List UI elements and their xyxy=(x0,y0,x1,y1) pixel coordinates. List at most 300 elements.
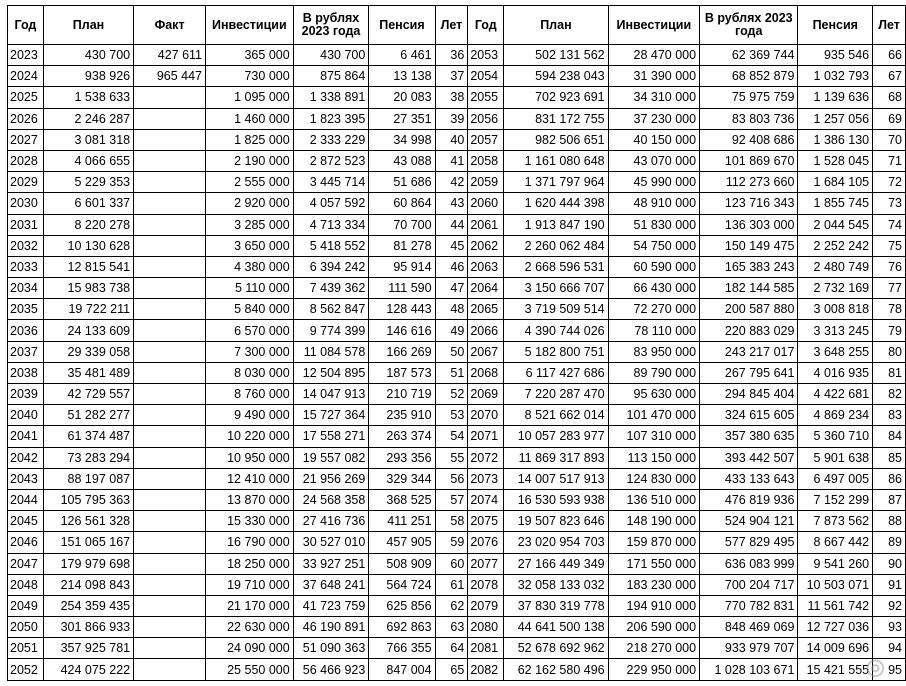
table-row xyxy=(8,341,906,362)
col-age: Лет xyxy=(435,6,468,45)
cell-plan: 24 133 609 xyxy=(43,320,133,341)
cell-year-2: 2082 xyxy=(468,659,504,680)
cell-age: 50 xyxy=(435,341,468,362)
table-row xyxy=(8,595,906,616)
cell-year: 2047 xyxy=(8,553,44,574)
cell-age-2: 87 xyxy=(873,489,906,510)
cell-age: 43 xyxy=(435,193,468,214)
cell-pension-2: 1 528 045 xyxy=(798,150,873,171)
cell-year-2: 2055 xyxy=(468,87,504,108)
cell-pension-2: 8 667 442 xyxy=(798,532,873,553)
cell-invest: 8 030 000 xyxy=(206,362,294,383)
cell-real-2: 393 442 507 xyxy=(700,447,798,468)
cell-real: 875 864 xyxy=(293,66,369,87)
cell-invest-2: 171 550 000 xyxy=(608,553,699,574)
col-age-2: Лет xyxy=(873,6,906,45)
cell-fact xyxy=(134,553,206,574)
cell-fact xyxy=(134,595,206,616)
cell-pension: 95 914 xyxy=(369,256,435,277)
cell-plan: 6 601 337 xyxy=(43,193,133,214)
cell-real-2: 83 803 736 xyxy=(700,108,798,129)
table-row xyxy=(8,278,906,299)
cell-real-2: 68 852 879 xyxy=(700,66,798,87)
cell-invest: 730 000 xyxy=(206,66,294,87)
cell-age: 42 xyxy=(435,172,468,193)
cell-invest: 15 330 000 xyxy=(206,511,294,532)
cell-real-2: 294 845 404 xyxy=(700,384,798,405)
table-row xyxy=(8,447,906,468)
pension-projection-table xyxy=(7,5,906,681)
cell-pension: 235 910 xyxy=(369,405,435,426)
cell-pension: 692 863 xyxy=(369,617,435,638)
cell-year-2: 2073 xyxy=(468,468,504,489)
cell-pension-2: 4 869 234 xyxy=(798,405,873,426)
cell-fact xyxy=(134,426,206,447)
cell-plan: 35 481 489 xyxy=(43,362,133,383)
cell-fact xyxy=(134,468,206,489)
cell-plan: 88 197 087 xyxy=(43,468,133,489)
cell-plan: 214 098 843 xyxy=(43,574,133,595)
cell-year-2: 2079 xyxy=(468,595,504,616)
cell-age: 37 xyxy=(435,66,468,87)
cell-age-2: 67 xyxy=(873,66,906,87)
cell-age-2: 70 xyxy=(873,129,906,150)
cell-plan: 19 722 211 xyxy=(43,299,133,320)
cell-fact xyxy=(134,362,206,383)
cell-fact xyxy=(134,447,206,468)
table-row xyxy=(8,150,906,171)
cell-year: 2040 xyxy=(8,405,44,426)
cell-invest-2: 60 590 000 xyxy=(608,256,699,277)
cell-invest: 24 090 000 xyxy=(206,638,294,659)
cell-invest-2: 28 470 000 xyxy=(608,45,699,66)
cell-year-2: 2053 xyxy=(468,45,504,66)
cell-fact xyxy=(134,574,206,595)
cell-age: 61 xyxy=(435,574,468,595)
col-plan: План xyxy=(43,6,133,45)
cell-year-2: 2071 xyxy=(468,426,504,447)
cell-invest-2: 95 630 000 xyxy=(608,384,699,405)
cell-plan: 151 065 167 xyxy=(43,532,133,553)
cell-invest: 6 570 000 xyxy=(206,320,294,341)
cell-invest: 2 555 000 xyxy=(206,172,294,193)
cell-year: 2045 xyxy=(8,511,44,532)
cell-pension: 263 374 xyxy=(369,426,435,447)
cell-age: 57 xyxy=(435,489,468,510)
cell-plan: 73 283 294 xyxy=(43,447,133,468)
cell-real: 430 700 xyxy=(293,45,369,66)
cell-pension-2: 3 648 255 xyxy=(798,341,873,362)
cell-invest: 5 840 000 xyxy=(206,299,294,320)
table-row xyxy=(8,66,906,87)
cell-pension: 111 590 xyxy=(369,278,435,299)
cell-pension-2: 3 008 818 xyxy=(798,299,873,320)
cell-real-2: 112 273 660 xyxy=(700,172,798,193)
cell-invest: 18 250 000 xyxy=(206,553,294,574)
cell-plan-2: 1 371 797 964 xyxy=(504,172,608,193)
cell-age: 47 xyxy=(435,278,468,299)
cell-year-2: 2054 xyxy=(468,66,504,87)
cell-age-2: 76 xyxy=(873,256,906,277)
cell-age-2: 81 xyxy=(873,362,906,383)
cell-year-2: 2056 xyxy=(468,108,504,129)
cell-plan-2: 16 530 593 938 xyxy=(504,489,608,510)
cell-age: 60 xyxy=(435,553,468,574)
cell-pension: 766 355 xyxy=(369,638,435,659)
cell-year-2: 2061 xyxy=(468,214,504,235)
table-row xyxy=(8,108,906,129)
table-row xyxy=(8,362,906,383)
cell-real: 8 562 847 xyxy=(293,299,369,320)
table-row xyxy=(8,235,906,256)
cell-plan: 51 282 277 xyxy=(43,405,133,426)
cell-plan-2: 3 719 509 514 xyxy=(504,299,608,320)
cell-pension-2: 1 032 793 xyxy=(798,66,873,87)
cell-invest-2: 89 790 000 xyxy=(608,362,699,383)
cell-year: 2042 xyxy=(8,447,44,468)
table-row xyxy=(8,129,906,150)
cell-plan: 1 538 633 xyxy=(43,87,133,108)
cell-real-2: 636 083 999 xyxy=(700,553,798,574)
cell-plan-2: 8 521 662 014 xyxy=(504,405,608,426)
cell-pension: 6 461 xyxy=(369,45,435,66)
cell-fact xyxy=(134,617,206,638)
cell-plan: 5 229 353 xyxy=(43,172,133,193)
cell-pension-2: 1 684 105 xyxy=(798,172,873,193)
cell-invest-2: 48 910 000 xyxy=(608,193,699,214)
cell-year: 2025 xyxy=(8,87,44,108)
cell-pension: 146 616 xyxy=(369,320,435,341)
cell-fact xyxy=(134,193,206,214)
cell-invest: 12 410 000 xyxy=(206,468,294,489)
cell-year: 2035 xyxy=(8,299,44,320)
table-row xyxy=(8,489,906,510)
cell-year: 2036 xyxy=(8,320,44,341)
cell-plan-2: 7 220 287 470 xyxy=(504,384,608,405)
cell-year: 2050 xyxy=(8,617,44,638)
cell-plan: 29 339 058 xyxy=(43,341,133,362)
cell-age: 56 xyxy=(435,468,468,489)
cell-real-2: 92 408 686 xyxy=(700,129,798,150)
cell-real: 4 057 592 xyxy=(293,193,369,214)
cell-pension-2: 14 009 696 xyxy=(798,638,873,659)
cell-year-2: 2081 xyxy=(468,638,504,659)
cell-invest-2: 101 470 000 xyxy=(608,405,699,426)
cell-real: 41 723 759 xyxy=(293,595,369,616)
cell-age-2: 69 xyxy=(873,108,906,129)
cell-age-2: 90 xyxy=(873,553,906,574)
cell-year-2: 2058 xyxy=(468,150,504,171)
table-row xyxy=(8,511,906,532)
cell-real-2: 200 587 880 xyxy=(700,299,798,320)
cell-year: 2043 xyxy=(8,468,44,489)
cell-invest-2: 66 430 000 xyxy=(608,278,699,299)
cell-year-2: 2075 xyxy=(468,511,504,532)
cell-fact xyxy=(134,150,206,171)
cell-plan: 4 066 655 xyxy=(43,150,133,171)
cell-age: 38 xyxy=(435,87,468,108)
cell-invest-2: 43 070 000 xyxy=(608,150,699,171)
cell-fact xyxy=(134,87,206,108)
cell-year: 2039 xyxy=(8,384,44,405)
col-invest: Инвестиции xyxy=(206,6,294,45)
cell-invest: 9 490 000 xyxy=(206,405,294,426)
table-row xyxy=(8,193,906,214)
cell-year: 2051 xyxy=(8,638,44,659)
cell-real: 12 504 895 xyxy=(293,362,369,383)
cell-pension: 51 686 xyxy=(369,172,435,193)
cell-plan-2: 10 057 283 977 xyxy=(504,426,608,447)
cell-pension-2: 9 541 260 xyxy=(798,553,873,574)
cell-age: 54 xyxy=(435,426,468,447)
cell-fact xyxy=(134,532,206,553)
cell-plan-2: 3 150 666 707 xyxy=(504,278,608,299)
cell-plan-2: 37 830 319 778 xyxy=(504,595,608,616)
cell-plan-2: 2 668 596 531 xyxy=(504,256,608,277)
cell-real-2: 123 716 343 xyxy=(700,193,798,214)
cell-real-2: 101 869 670 xyxy=(700,150,798,171)
cell-invest: 10 220 000 xyxy=(206,426,294,447)
cell-invest: 365 000 xyxy=(206,45,294,66)
cell-age-2: 85 xyxy=(873,447,906,468)
cell-real-2: 62 369 744 xyxy=(700,45,798,66)
cell-invest-2: 206 590 000 xyxy=(608,617,699,638)
cell-plan-2: 5 182 800 751 xyxy=(504,341,608,362)
cell-year-2: 2063 xyxy=(468,256,504,277)
cell-age-2: 66 xyxy=(873,45,906,66)
cell-year-2: 2065 xyxy=(468,299,504,320)
cell-pension: 368 525 xyxy=(369,489,435,510)
cell-fact xyxy=(134,341,206,362)
cell-real-2: 577 829 495 xyxy=(700,532,798,553)
cell-invest-2: 159 870 000 xyxy=(608,532,699,553)
cell-plan: 15 983 738 xyxy=(43,278,133,299)
table-row xyxy=(8,45,906,66)
table-row xyxy=(8,299,906,320)
cell-age: 39 xyxy=(435,108,468,129)
cell-fact xyxy=(134,235,206,256)
cell-real: 37 648 241 xyxy=(293,574,369,595)
cell-age-2: 84 xyxy=(873,426,906,447)
cell-age-2: 68 xyxy=(873,87,906,108)
cell-age-2: 73 xyxy=(873,193,906,214)
cell-real: 1 823 395 xyxy=(293,108,369,129)
cell-invest: 8 760 000 xyxy=(206,384,294,405)
table-row xyxy=(8,214,906,235)
cell-age-2: 86 xyxy=(873,468,906,489)
cell-plan: 301 866 933 xyxy=(43,617,133,638)
cell-year: 2023 xyxy=(8,45,44,66)
cell-invest: 22 630 000 xyxy=(206,617,294,638)
cell-invest: 1 095 000 xyxy=(206,87,294,108)
cell-year-2: 2078 xyxy=(468,574,504,595)
table-row xyxy=(8,659,906,680)
cell-age: 55 xyxy=(435,447,468,468)
cell-pension: 166 269 xyxy=(369,341,435,362)
cell-plan-2: 44 641 500 138 xyxy=(504,617,608,638)
cell-real: 6 394 242 xyxy=(293,256,369,277)
cell-fact xyxy=(134,384,206,405)
cell-real: 5 418 552 xyxy=(293,235,369,256)
cell-plan-2: 23 020 954 703 xyxy=(504,532,608,553)
cell-year-2: 2069 xyxy=(468,384,504,405)
cell-plan: 357 925 781 xyxy=(43,638,133,659)
cell-pension-2: 1 855 745 xyxy=(798,193,873,214)
cell-plan: 126 561 328 xyxy=(43,511,133,532)
cell-age-2: 89 xyxy=(873,532,906,553)
cell-invest-2: 78 110 000 xyxy=(608,320,699,341)
cell-real: 21 956 269 xyxy=(293,468,369,489)
cell-age-2: 93 xyxy=(873,617,906,638)
cell-plan: 179 979 698 xyxy=(43,553,133,574)
cell-real: 30 527 010 xyxy=(293,532,369,553)
table-row xyxy=(8,405,906,426)
cell-invest: 7 300 000 xyxy=(206,341,294,362)
cell-age-2: 92 xyxy=(873,595,906,616)
cell-plan: 3 081 318 xyxy=(43,129,133,150)
cell-real-2: 770 782 831 xyxy=(700,595,798,616)
cell-pension-2: 1 257 056 xyxy=(798,108,873,129)
cell-pension: 128 443 xyxy=(369,299,435,320)
cell-invest-2: 31 390 000 xyxy=(608,66,699,87)
cell-invest-2: 183 230 000 xyxy=(608,574,699,595)
cell-year: 2034 xyxy=(8,278,44,299)
cell-invest: 25 550 000 xyxy=(206,659,294,680)
table-row xyxy=(8,384,906,405)
cell-pension-2: 1 386 130 xyxy=(798,129,873,150)
cell-plan-2: 982 506 651 xyxy=(504,129,608,150)
cell-real-2: 75 975 759 xyxy=(700,87,798,108)
cell-plan: 10 130 628 xyxy=(43,235,133,256)
col-invest-2: Инвестиции xyxy=(608,6,699,45)
cell-age: 36 xyxy=(435,45,468,66)
cell-invest-2: 37 230 000 xyxy=(608,108,699,129)
cell-year-2: 2059 xyxy=(468,172,504,193)
cell-year: 2030 xyxy=(8,193,44,214)
cell-invest: 5 110 000 xyxy=(206,278,294,299)
cell-age: 44 xyxy=(435,214,468,235)
cell-pension: 508 909 xyxy=(369,553,435,574)
cell-pension: 20 083 xyxy=(369,87,435,108)
cell-pension-2: 5 360 710 xyxy=(798,426,873,447)
cell-fact xyxy=(134,256,206,277)
cell-invest-2: 51 830 000 xyxy=(608,214,699,235)
cell-invest: 16 790 000 xyxy=(206,532,294,553)
cell-real-2: 433 133 643 xyxy=(700,468,798,489)
cell-real: 46 190 891 xyxy=(293,617,369,638)
cell-real: 11 084 578 xyxy=(293,341,369,362)
cell-age-2: 74 xyxy=(873,214,906,235)
cell-invest-2: 229 950 000 xyxy=(608,659,699,680)
cell-plan: 42 729 557 xyxy=(43,384,133,405)
cell-age: 58 xyxy=(435,511,468,532)
cell-real: 51 090 363 xyxy=(293,638,369,659)
cell-invest: 1 460 000 xyxy=(206,108,294,129)
cell-fact xyxy=(134,108,206,129)
cell-pension: 60 864 xyxy=(369,193,435,214)
cell-age-2: 91 xyxy=(873,574,906,595)
cell-age-2: 75 xyxy=(873,235,906,256)
cell-year: 2024 xyxy=(8,66,44,87)
cell-age-2: 82 xyxy=(873,384,906,405)
cell-plan-2: 14 007 517 913 xyxy=(504,468,608,489)
cell-year-2: 2074 xyxy=(468,489,504,510)
cell-year-2: 2076 xyxy=(468,532,504,553)
cell-pension: 81 278 xyxy=(369,235,435,256)
cell-year-2: 2057 xyxy=(468,129,504,150)
table-row xyxy=(8,320,906,341)
cell-age: 63 xyxy=(435,617,468,638)
cell-year: 2052 xyxy=(8,659,44,680)
cell-pension: 27 351 xyxy=(369,108,435,129)
cell-invest-2: 83 950 000 xyxy=(608,341,699,362)
cell-pension: 13 138 xyxy=(369,66,435,87)
cell-real-2: 1 028 103 671 xyxy=(700,659,798,680)
table-row xyxy=(8,574,906,595)
col-year-2: Год xyxy=(468,6,504,45)
cell-invest: 10 950 000 xyxy=(206,447,294,468)
cell-age-2: 88 xyxy=(873,511,906,532)
cell-real: 3 445 714 xyxy=(293,172,369,193)
cell-age: 46 xyxy=(435,256,468,277)
cell-plan-2: 702 923 691 xyxy=(504,87,608,108)
table-row xyxy=(8,87,906,108)
cell-year-2: 2064 xyxy=(468,278,504,299)
cell-plan-2: 594 238 043 xyxy=(504,66,608,87)
cell-plan: 430 700 xyxy=(43,45,133,66)
cell-year: 2029 xyxy=(8,172,44,193)
header-row xyxy=(8,6,906,45)
col-real-2: В рублях 2023 года xyxy=(700,6,798,45)
cell-invest-2: 136 510 000 xyxy=(608,489,699,510)
cell-age-2: 71 xyxy=(873,150,906,171)
cell-invest-2: 113 150 000 xyxy=(608,447,699,468)
cell-real-2: 150 149 475 xyxy=(700,235,798,256)
cell-year-2: 2077 xyxy=(468,553,504,574)
cell-fact xyxy=(134,638,206,659)
cell-real-2: 324 615 605 xyxy=(700,405,798,426)
cell-pension-2: 3 313 245 xyxy=(798,320,873,341)
cell-invest: 21 170 000 xyxy=(206,595,294,616)
cell-pension-2: 4 016 935 xyxy=(798,362,873,383)
cell-year: 2038 xyxy=(8,362,44,383)
cell-invest: 2 920 000 xyxy=(206,193,294,214)
cell-year-2: 2067 xyxy=(468,341,504,362)
cell-plan-2: 831 172 755 xyxy=(504,108,608,129)
cell-year: 2041 xyxy=(8,426,44,447)
cell-plan: 105 795 363 xyxy=(43,489,133,510)
cell-real-2: 524 904 121 xyxy=(700,511,798,532)
cell-invest-2: 218 270 000 xyxy=(608,638,699,659)
cell-invest-2: 54 750 000 xyxy=(608,235,699,256)
cell-year: 2026 xyxy=(8,108,44,129)
cell-plan-2: 2 260 062 484 xyxy=(504,235,608,256)
cell-plan-2: 62 162 580 496 xyxy=(504,659,608,680)
cell-invest-2: 40 150 000 xyxy=(608,129,699,150)
watermark-logo: ◎ xyxy=(865,654,886,679)
cell-invest: 3 285 000 xyxy=(206,214,294,235)
cell-pension-2: 4 422 681 xyxy=(798,384,873,405)
cell-invest: 2 190 000 xyxy=(206,150,294,171)
cell-pension-2: 1 139 636 xyxy=(798,87,873,108)
cell-year-2: 2068 xyxy=(468,362,504,383)
cell-plan-2: 52 678 692 962 xyxy=(504,638,608,659)
cell-plan-2: 1 913 847 190 xyxy=(504,214,608,235)
cell-plan: 938 926 xyxy=(43,66,133,87)
cell-age: 41 xyxy=(435,150,468,171)
cell-real-2: 165 383 243 xyxy=(700,256,798,277)
cell-plan: 12 815 541 xyxy=(43,256,133,277)
